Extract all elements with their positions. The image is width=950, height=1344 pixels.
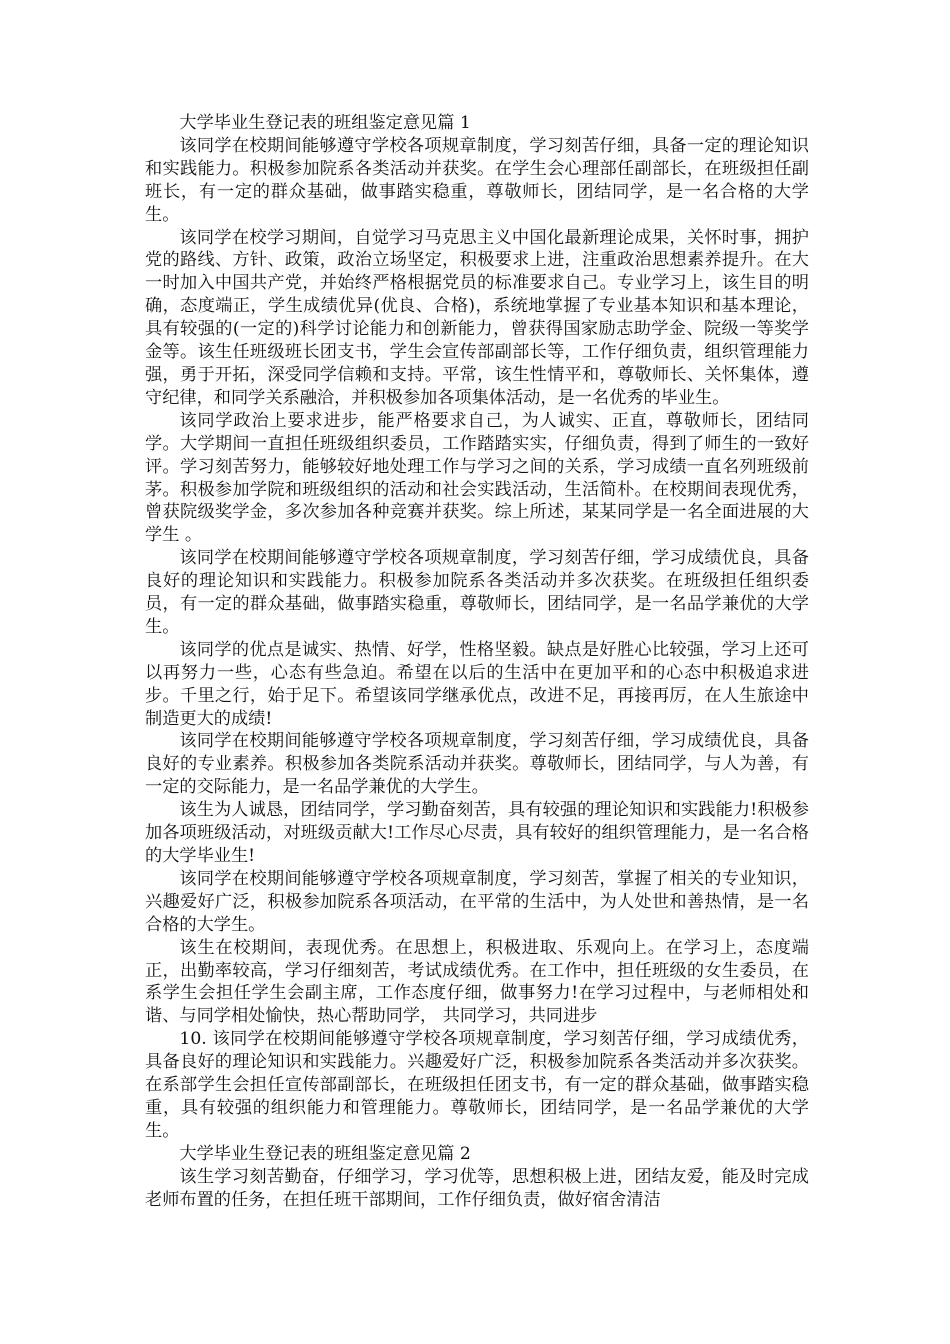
section-heading-2: 大学毕业生登记表的班组鉴定意见篇 2 [179,1143,471,1164]
paragraph: 该生学习刻苦勤奋，仔细学习，学习优等，思想积极上进，团结友爱，能及时完成老师布置的任务，在担任班干部期间，工作仔细负责，做好宿舍清洁 [145,1166,809,1210]
document-body [145,112,809,1212]
paragraph: 该同学在校期间能够遵守学校各项规章制度，学习刻苦仔细，学习成绩优良，具备良好的专业素养。积极参加各类院系活动并获奖。尊敬师长，团结同学，与人为善，有一定的交际能力，是一名品学兼优的大学生。 [145,731,809,798]
paragraph: 该生为人诚恳，团结同学，学习勤奋刻苦，具有较强的理论知识和实践能力!积极参加各项班级活动，对班级贡献大!工作尽心尽责，具有较好的组织管理能力，是一名合格的大学毕业生! [145,800,809,866]
paragraph: 该同学政治上要求进步，能严格要求自己，为人诚实、正直，尊敬师长，团结同学。大学期间一直担任班级组织委员，工作踏踏实实，仔细负责，得到了师生的一致好评。学习刻苦努力，能够较好地处理工作与学习之间的关系，学习成绩一直名列班级前茅。积极参加学院和班级组织的活动和社会实践活动，生活简朴。在校期间表现优秀，曾获院级奖学金，多次参加各种竞赛并获奖。综上所述，某某同学是一名全面进展的大学生 。 [145,410,809,546]
paragraph: 该同学在校期间能够遵守学校各项规章制度，学习刻苦仔细，学习成绩优良，具备良好的理论知识和实践能力。积极参加院系各类活动并多次获奖。在班级担任组织委员，有一定的群众基础，做事踏实稳重，尊敬师长，团结同学，是一名品学兼优的大学生。 [145,548,809,637]
paragraph: 该同学在校学习期间，自觉学习马克思主义中国化最新理论成果，关怀时事，拥护党的路线、方针、政策，政治立场坚定，积极要求上进，注重政治思想素养提升。在大一时加入中国共产党，并始终严格根据党员的标准要求自己。专业学习上，该生目的明确，态度端正，学生成绩优异(优良、合格)，系统地掌握了专业基本知识和基本理论，具有较强的(一定的)科学讨论能力和创新能力，曾获得国家励志助学金、院级一等奖学金等。该生任班级班长团支书，学生会宣传部副部长等，工作仔细负责，组织管理能力强，勇于开拓，深受同学信赖和支持。平常，该生性情平和，尊敬师长、关怀集体，遵守纪律，和同学关系融洽，并积极参加各项集体活动，是一名优秀的毕业生。 [145,227,809,408]
paragraph: 该同学在校期间能够遵守学校各项规章制度，学习刻苦仔细，具备一定的理论知识和实践能力。积极参加院系各类活动并获奖。在学生会心理部任副部长，在班级担任副班长，有一定的群众基础，做事踏实稳重，尊敬师长，团结同学，是一名合格的大学生。 [145,135,809,225]
paragraph: 该同学在校期间能够遵守学校各项规章制度，学习刻苦，掌握了相关的专业知识，兴趣爱好广泛，积极参加院系各项活动，在平常的生活中，为人处世和善热情，是一名合格的大学生。 [145,868,809,935]
paragraph: 该生在校期间，表现优秀。在思想上，积极进取、乐观向上。在学习上，态度端正，出勤率较高，学习仔细刻苦，考试成绩优秀。在工作中，担任班级的女生委员，在系学生会担任学生会副主席，工作态度仔细，做事努力!在学习过程中，与老师相处和谐、与同学相处愉快，热心帮助同学， 共同学习，共同进步 [145,937,809,1027]
paragraph: 10. 该同学在校期间能够遵守学校各项规章制度，学习刻苦仔细，学习成绩优秀，具备良好的理论知识和实践能力。兴趣爱好广泛，积极参加院系各类活动并多次获奖。在系部学生会担任宣传部副部长，在班级担任团支书，有一定的群众基础，做事踏实稳重，具有较强的组织能力和管理能力。尊敬师长，团结同学，是一名品学兼优的大学生。 [145,1029,809,1141]
section-heading-1: 大学毕业生登记表的班组鉴定意见篇 1 [179,113,471,133]
paragraph: 该同学的优点是诚实、热情、好学，性格坚毅。缺点是好胜心比较强，学习上还可以再努力一些，心态有些急迫。希望在以后的生活中在更加平和的心态中积极追求进步。千里之行，始于足下。希望该同学继承优点，改进不足，再接再厉，在人生旅途中制造更大的成绩! [145,639,809,729]
